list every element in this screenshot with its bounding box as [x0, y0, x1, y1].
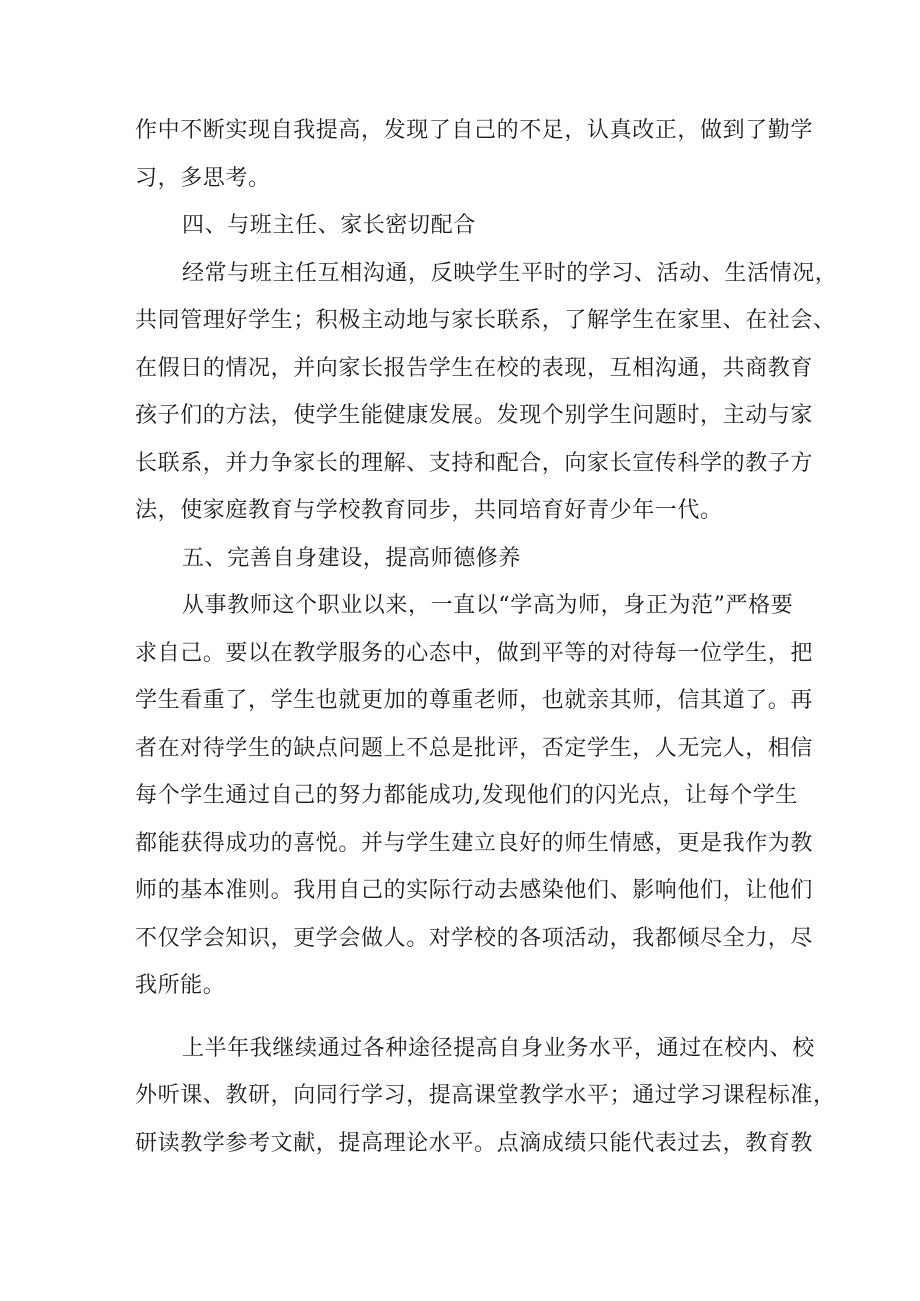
section-heading: 四、与班主任、家长密切配合	[182, 213, 476, 238]
paragraph-line: 都能获得成功的喜悦。并与学生建立良好的师生情感，更是我作为教	[135, 831, 814, 856]
paragraph-line: 不仅学会知识，更学会做人。对学校的各项活动，我都倾尽全力，尽	[135, 926, 814, 951]
paragraph-line: 从事教师这个职业以来，一直以“学高为师，身正为范”严格要	[182, 593, 794, 618]
paragraph-line: 每个学生通过自己的努力都能成功,发现他们的闪光点，让每个学生	[135, 783, 798, 808]
paragraph-line: 外听课、教研，向同行学习，提高课堂教学水平；通过学习课程标准，	[135, 1083, 836, 1108]
section-heading: 五、完善自身建设，提高师德修养	[182, 546, 522, 571]
paragraph-line: 上半年我继续通过各种途径提高自身业务水平，通过在校内、校	[182, 1036, 815, 1061]
paragraph-line: 法，使家庭教育与学校教育同步，共同培育好青少年一代。	[135, 498, 723, 523]
paragraph-line: 共同管理好学生；积极主动地与家长联系，了解学生在家里、在社会、	[135, 308, 836, 333]
text-line: 习，多思考。	[135, 166, 271, 191]
paragraph-line: 我所能。	[135, 973, 226, 998]
paragraph-line: 经常与班主任互相沟通，反映学生平时的学习、活动、生活情况，	[182, 261, 838, 286]
paragraph-line: 孩子们的方法，使学生能健康发展。发现个别学生问题时，主动与家	[135, 403, 814, 428]
paragraph-line: 学生看重了，学生也就更加的尊重老师，也就亲其师，信其道了。再	[135, 688, 814, 713]
paragraph-line: 在假日的情况，并向家长报告学生在校的表现，互相沟通，共商教育	[135, 356, 814, 381]
paragraph-line: 长联系，并力争家长的理解、支持和配合，向家长宣传科学的教子方	[135, 451, 814, 476]
paragraph-line: 求自己。要以在教学服务的心态中，做到平等的对待每一位学生，把	[135, 641, 814, 666]
paragraph-line: 研读教学参考文献，提高理论水平。点滴成绩只能代表过去，教育教	[135, 1131, 814, 1156]
text-line: 作中不断实现自我提高，发现了自己的不足，认真改正，做到了勤学	[135, 118, 814, 143]
paragraph-line: 者在对待学生的缺点问题上不总是批评，否定学生，人无完人，相信	[135, 736, 814, 761]
paragraph-line: 师的基本准则。我用自己的实际行动去感染他们、影响他们，让他们	[135, 878, 814, 903]
